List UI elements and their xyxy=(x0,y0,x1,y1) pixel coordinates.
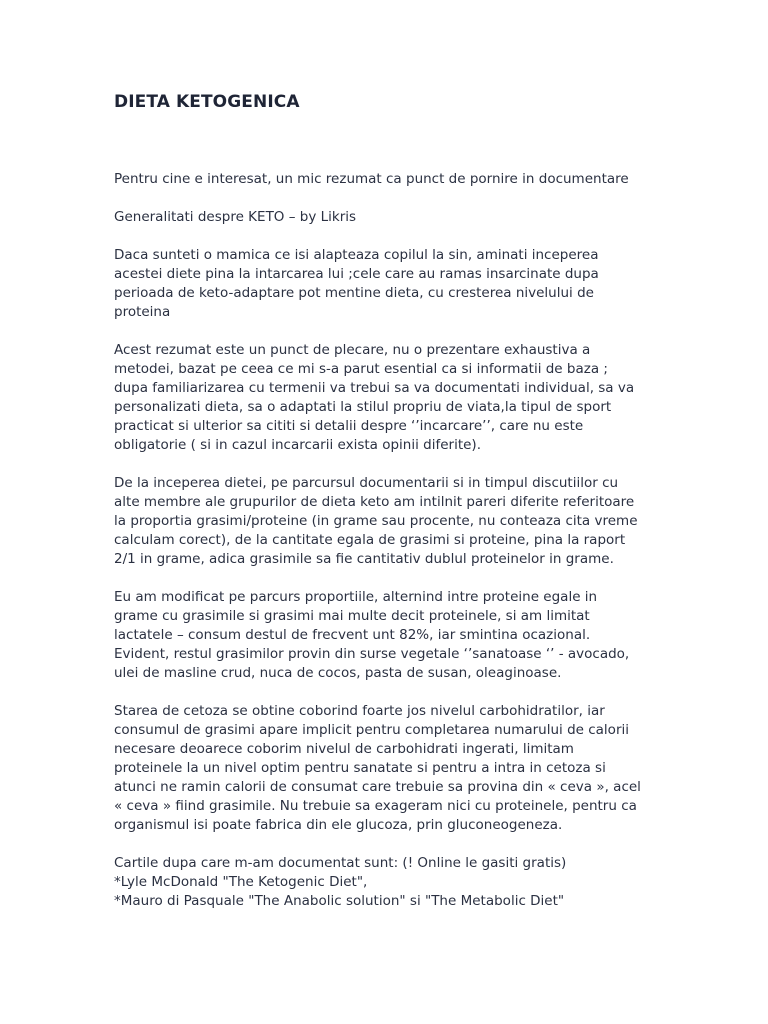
text-line: *Lyle McDonald "The Ketogenic Diet", xyxy=(114,874,368,890)
text-line: Acest rezumat este un punct de plecare, nu o prezentare exhaustiva a xyxy=(114,342,591,358)
text-line: la proportia grasimi/proteine (in grame sau procente, nu conteaza cita vreme xyxy=(114,513,638,529)
document-body xyxy=(114,170,674,930)
text-line: ulei de masline crud, nuca de cocos, pasta de susan, oleaginoase. xyxy=(114,665,562,681)
text-line: necesare deoarece coborim nivelul de carbohidrati ingerati, limitam xyxy=(114,741,574,757)
paragraph-rezumat xyxy=(114,341,674,455)
paragraph-intro xyxy=(114,170,674,189)
text-line: personalizati dieta, sa o adaptati la stilul propriu de viata,la tipul de sport xyxy=(114,399,612,415)
paragraph-generalitati xyxy=(114,208,674,227)
text-line: Generalitati despre KETO – by Likris xyxy=(114,209,357,225)
text-line: calculam corect), de la cantitate egala de grasimi si proteine, pina la raport xyxy=(114,532,626,548)
text-line: Evident, restul grasimilor provin din surse vegetale ‘’sanatoase ‘’ - avocado, xyxy=(114,646,630,662)
text-line: consumul de grasimi apare implicit pentru completarea numarului de calorii xyxy=(114,722,629,738)
text-line: Daca sunteti o mamica ce isi alapteaza copilul la sin, aminati inceperea xyxy=(114,247,599,263)
text-line: Pentru cine e interesat, un mic rezumat ca punct de pornire in documentare xyxy=(114,171,629,187)
text-line: alte membre ale grupurilor de dieta keto am intilnit pareri diferite referitoare xyxy=(114,494,635,510)
text-line: De la inceperea dietei, pe parcursul documentarii si in timpul discutiilor cu xyxy=(114,475,619,491)
paragraph-modificari xyxy=(114,588,674,683)
text-line: obligatorie ( si in cazul incarcarii exista opinii diferite). xyxy=(114,437,481,453)
text-line: Starea de cetoza se obtine coborind foarte jos nivelul carbohidratilor, iar xyxy=(114,703,605,719)
text-line: organismul isi poate fabrica din ele glucoza, prin gluconeogeneza. xyxy=(114,817,563,833)
text-line: *Mauro di Pasquale "The Anabolic solution" si "The Metabolic Diet" xyxy=(114,893,565,909)
text-line: 2/1 in grame, adica grasimile sa fie cantitativ dublul proteinelor in grame. xyxy=(114,551,614,567)
paragraph-cetoza xyxy=(114,702,674,835)
text-line: atunci ne ramin calorii de consumat care trebuie sa provina din « ceva », acel xyxy=(114,779,641,795)
text-line: lactatele – consum destul de frecvent unt 82%, iar smintina ocazional. xyxy=(114,627,591,643)
text-line: practicat si ulterior sa cititi si detalii despre ‘’incarcare’’, care nu este xyxy=(114,418,584,434)
text-line: Cartile dupa care m-am documentat sunt: (! Online le gasiti gratis) xyxy=(114,855,567,871)
text-line: dupa familiarizarea cu termenii va trebui sa va documentati individual, sa va xyxy=(114,380,635,396)
text-line: « ceva » fiind grasimile. Nu trebuie sa exageram nici cu proteinele, pentru ca xyxy=(114,798,637,814)
paragraph-carti xyxy=(114,854,674,911)
text-line: acestei diete pina la intarcarea lui ;cele care au ramas insarcinate dupa xyxy=(114,266,599,282)
document-title: DIETA KETOGENICA xyxy=(114,92,300,112)
text-line: Eu am modificat pe parcurs proportiile, alternind intre proteine egale in xyxy=(114,589,598,605)
text-line: grame cu grasimile si grasimi mai multe decit proteinele, si am limitat xyxy=(114,608,590,624)
paragraph-proportie xyxy=(114,474,674,569)
text-line: metodei, bazat pe ceea ce mi s-a parut esential ca si informatii de baza ; xyxy=(114,361,608,377)
paragraph-mamica xyxy=(114,246,674,322)
text-line: proteina xyxy=(114,304,171,320)
text-line: perioada de keto-adaptare pot mentine dieta, cu cresterea nivelului de xyxy=(114,285,594,301)
text-line: proteinele la un nivel optim pentru sanatate si pentru a intra in cetoza si xyxy=(114,760,606,776)
